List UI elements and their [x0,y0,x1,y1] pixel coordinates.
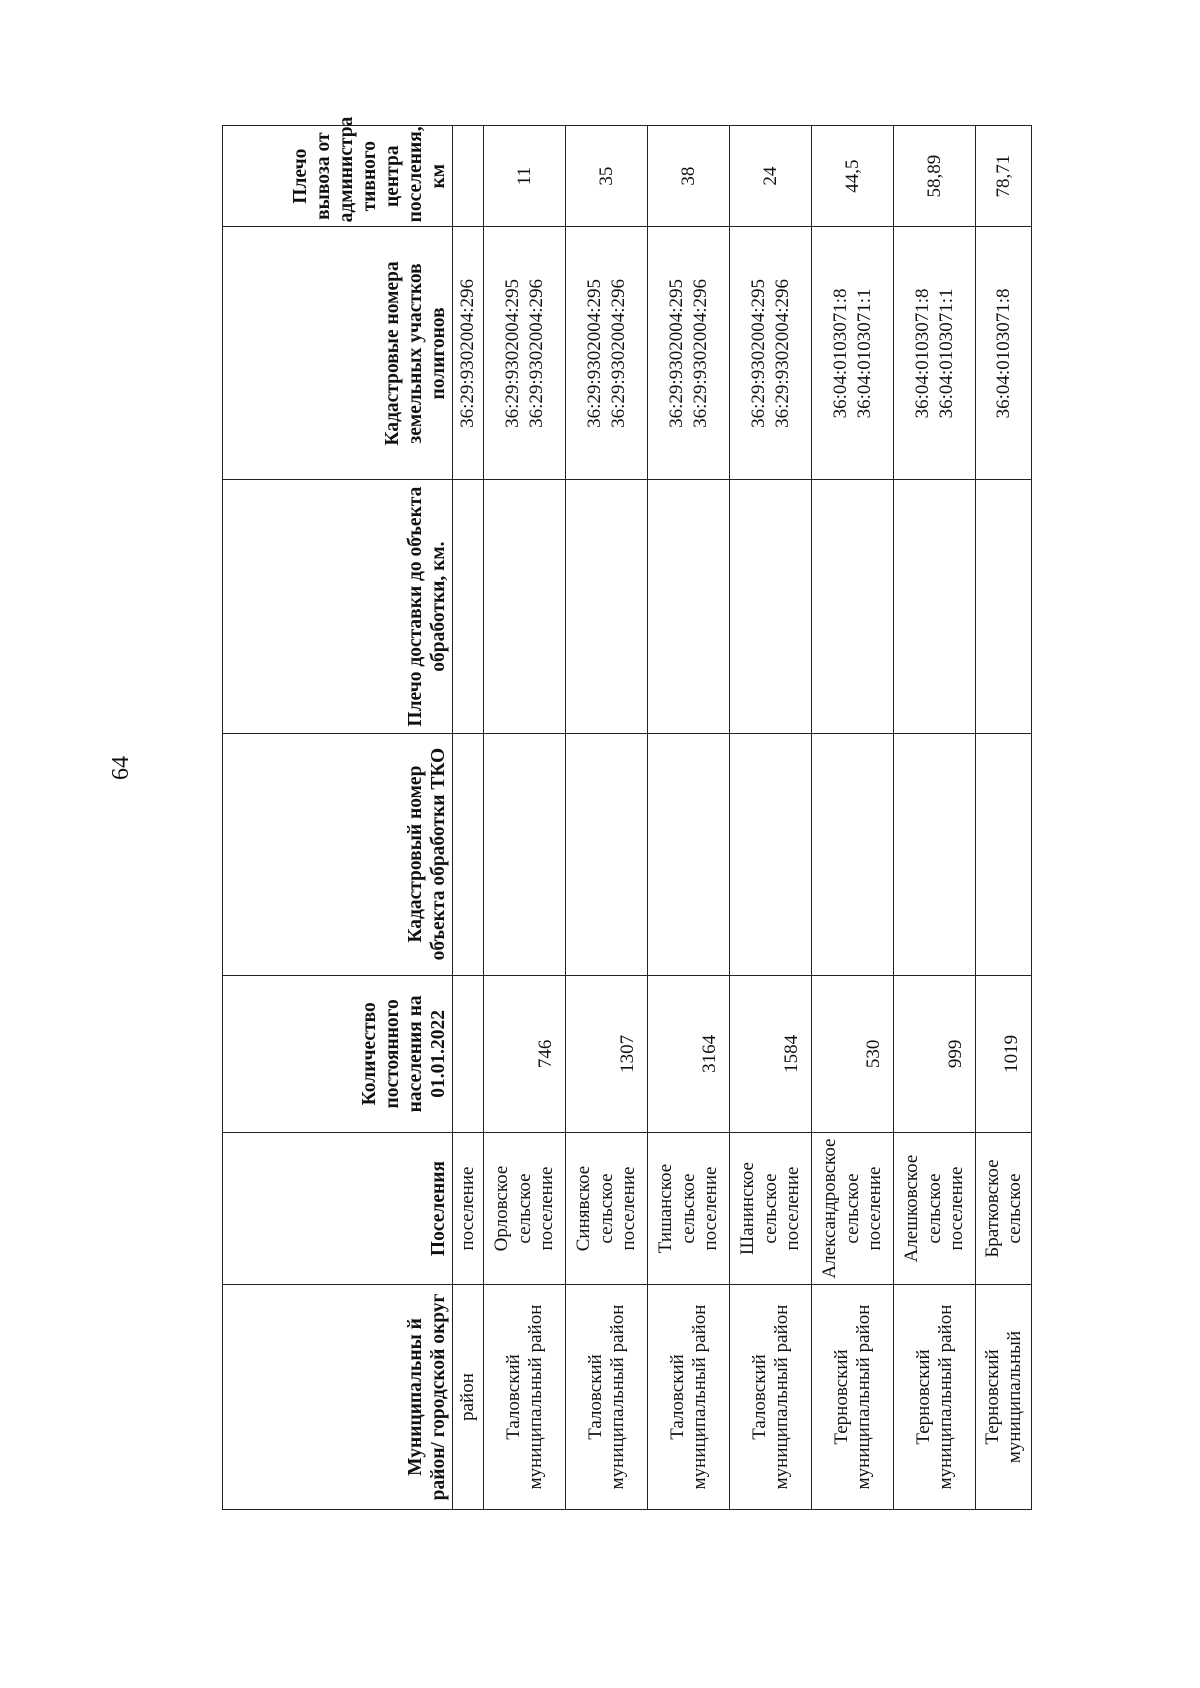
cadastral-number: 36:04:0103071:1 [853,288,875,419]
cell-district: Таловский муниципальный район [730,1284,812,1509]
cell-tko-cadastral [648,733,730,975]
table-row [812,126,894,1510]
cadastral-number: 36:04:0103071:8 [829,288,851,419]
table-row [976,126,1032,1510]
cadastral-number: 36:29:9302004:295 [583,279,605,428]
cell-export-distance: 58,89 [894,126,976,227]
cell-export-distance: 11 [484,126,566,227]
cell-settlement: Шанинское сельское поселение [730,1133,812,1285]
cell-delivery-distance [894,480,976,733]
cell-population: 746 [484,975,566,1133]
cell-population: 3164 [648,975,730,1133]
cell-population: 999 [894,975,976,1133]
cell-export-distance: 44,5 [812,126,894,227]
cell-settlement: Тишанское сельское поселение [648,1133,730,1285]
cell-district: Терновский муниципальный район [812,1284,894,1509]
cell-settlement: поселение [453,1133,484,1285]
cell-landfill-cadastral [812,227,894,480]
header-row [223,126,453,1510]
cell-district: Терновский муниципальный район [894,1284,976,1509]
header-district: Муниципальны й район/ городской округ [223,1284,453,1509]
cell-district: Таловский муниципальный район [484,1284,566,1509]
header-population: Количество постоянного населения на 01.01.2022 [223,975,453,1133]
cell-district: район [453,1284,484,1509]
cadastral-number: 36:04:0103071:1 [935,288,957,419]
cadastral-number: 36:29:9302004:296 [607,279,629,428]
cell-district: Таловский муниципальный район [566,1284,648,1509]
cadastral-number: 36:29:9302004:295 [501,279,523,428]
cadastral-number: 36:29:9302004:295 [747,279,769,428]
table-row [566,126,648,1510]
table-container [222,116,1025,1510]
cell-delivery-distance [976,480,1032,733]
cell-delivery-distance [812,480,894,733]
table-row [648,126,730,1510]
cell-settlement: Александровское сельское поселение [812,1133,894,1285]
cell-settlement: Орловское сельское поселение [484,1133,566,1285]
header-landfill-cadastral: Кадастровые номера земельных участков полигонов [223,227,453,480]
cell-export-distance: 38 [648,126,730,227]
table-row [730,126,812,1510]
cell-delivery-distance [648,480,730,733]
cell-landfill-cadastral [730,227,812,480]
cell-export-distance [453,126,484,227]
cell-tko-cadastral [484,733,566,975]
cell-landfill-cadastral [976,227,1032,480]
table-row [484,126,566,1510]
cell-landfill-cadastral [453,227,484,480]
cell-settlement: Синявское сельское поселение [566,1133,648,1285]
cell-settlement: Братковское сельское [976,1133,1032,1285]
cell-population: 1019 [976,975,1032,1133]
cell-population: 530 [812,975,894,1133]
cell-export-distance: 78,71 [976,126,1032,227]
cell-tko-cadastral [976,733,1032,975]
cell-export-distance: 24 [730,126,812,227]
cadastral-number: 36:29:9302004:296 [525,279,547,428]
cell-population: 1307 [566,975,648,1133]
table-row [894,126,976,1510]
cadastral-number: 36:04:0103071:8 [911,288,933,419]
cell-tko-cadastral [894,733,976,975]
table-row [453,126,484,1510]
cell-tko-cadastral [566,733,648,975]
header-settlement: Поселения [223,1133,453,1285]
cell-population: 1584 [730,975,812,1133]
cell-district: Таловский муниципальный район [648,1284,730,1509]
cadastral-number: 36:04:0103071:8 [992,288,1014,419]
disposal-table [222,116,1032,1510]
cadastral-number: 36:29:9302004:296 [771,279,793,428]
cell-delivery-distance [453,480,484,733]
cell-landfill-cadastral [484,227,566,480]
cell-tko-cadastral [812,733,894,975]
cadastral-number: 36:29:9302004:296 [457,279,478,428]
cell-population [453,975,484,1133]
cadastral-number: 36:29:9302004:296 [689,279,711,428]
cell-tko-cadastral [453,733,484,975]
cell-delivery-distance [484,480,566,733]
header-tko-cadastral: Кадастровый номер объекта обработки ТКО [223,733,453,975]
cadastral-number: 36:29:9302004:295 [665,279,687,428]
cell-tko-cadastral [730,733,812,975]
cell-export-distance: 35 [566,126,648,227]
cell-delivery-distance [730,480,812,733]
cell-district: Терновский муниципальный [976,1284,1032,1509]
cell-landfill-cadastral [566,227,648,480]
cell-landfill-cadastral [894,227,976,480]
cell-settlement: Алешковское сельское поселение [894,1133,976,1285]
header-export-distance: Плечо вывоза от администра тивного центра поселения, км [223,126,453,227]
cell-landfill-cadastral [648,227,730,480]
header-delivery-distance: Плечо доставки до объекта обработки, км. [223,480,453,733]
page-number: 64 [108,756,134,780]
cell-delivery-distance [566,480,648,733]
